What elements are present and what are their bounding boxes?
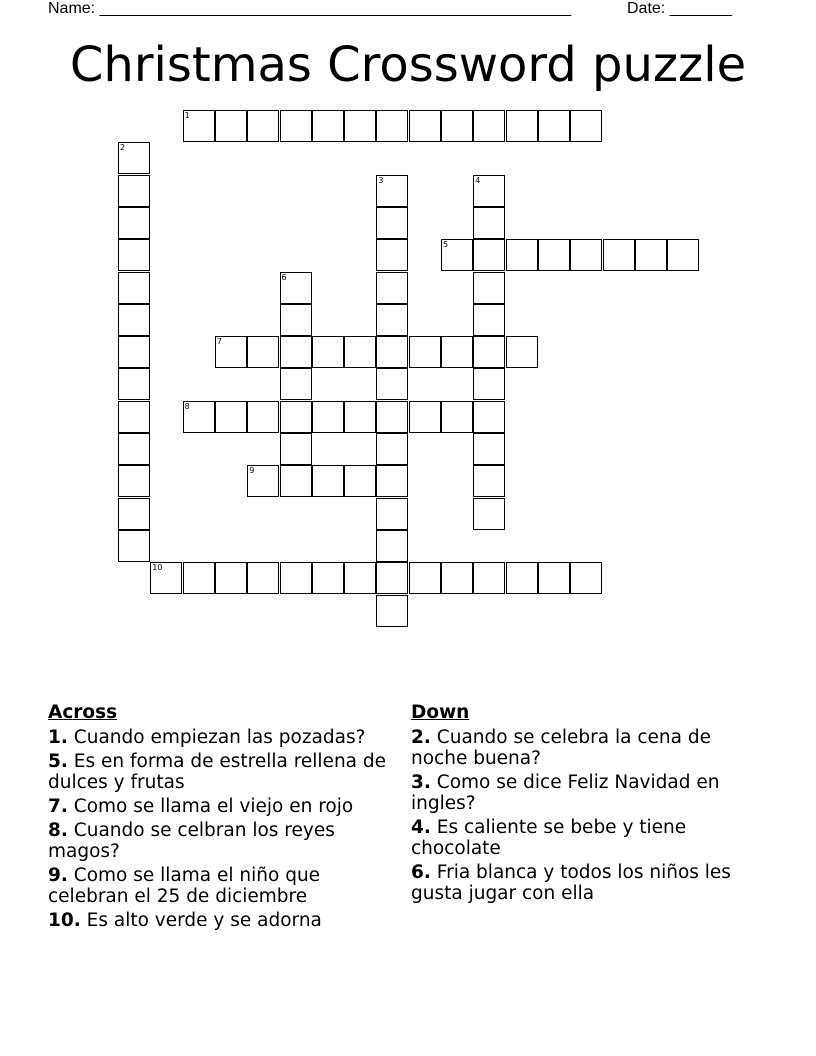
grid-cell[interactable] (215, 336, 247, 368)
clue-number: 6. (411, 862, 431, 883)
across-clues (48, 702, 393, 934)
grid-cell[interactable] (280, 336, 312, 368)
grid-cell[interactable] (376, 401, 408, 433)
grid-cell[interactable] (247, 465, 279, 497)
clue-text: Fria blanca y todos los niños les gusta jugar con ella (411, 862, 731, 904)
grid-cell[interactable] (312, 401, 344, 433)
clue-number: 5. (48, 751, 68, 772)
clue-number: 9. (48, 865, 68, 886)
grid-cell[interactable] (118, 465, 150, 497)
grid-cell[interactable] (118, 304, 150, 336)
cell-number: 4 (475, 175, 481, 185)
cell-number: 5 (443, 240, 449, 250)
grid-cell[interactable] (312, 336, 344, 368)
clue-across-9 (48, 865, 393, 907)
grid-cell[interactable] (118, 239, 150, 271)
grid-cell[interactable] (215, 401, 247, 433)
clue-number: 4. (411, 817, 431, 838)
grid-cell[interactable] (570, 562, 602, 594)
clue-down-3 (411, 772, 756, 814)
grid-cell[interactable] (247, 562, 279, 594)
grid-cell[interactable] (506, 336, 538, 368)
down-heading: Down (411, 702, 470, 723)
grid-cell[interactable] (280, 433, 312, 465)
grid-cell[interactable] (376, 368, 408, 400)
grid-cell[interactable] (473, 239, 505, 271)
grid-cell[interactable] (376, 595, 408, 627)
grid-cell[interactable] (473, 401, 505, 433)
grid-cell[interactable] (280, 562, 312, 594)
grid-cell[interactable] (409, 336, 441, 368)
down-clues (411, 702, 756, 907)
grid-cell[interactable] (376, 304, 408, 336)
clue-text: Es caliente se bebe y tiene chocolate (411, 817, 687, 859)
grid-cell[interactable] (506, 110, 538, 142)
grid-cell[interactable] (280, 401, 312, 433)
grid-cell[interactable] (344, 110, 376, 142)
across-heading: Across (48, 702, 118, 723)
grid-cell[interactable] (150, 562, 182, 594)
grid-cell[interactable] (118, 175, 150, 207)
grid-cell[interactable] (473, 368, 505, 400)
clue-number: 8. (48, 820, 68, 841)
page-title: Christmas Crossword puzzle (69, 37, 747, 93)
grid-cell[interactable] (118, 207, 150, 239)
grid-cell[interactable] (635, 239, 667, 271)
clue-down-2 (411, 727, 756, 769)
grid-cell[interactable] (441, 336, 473, 368)
grid-cell[interactable] (570, 110, 602, 142)
grid-cell[interactable] (376, 272, 408, 304)
clue-across-1 (48, 727, 393, 748)
clue-text: Cuando se celebra la cena de noche buena? (411, 727, 711, 769)
grid-cell[interactable] (441, 562, 473, 594)
clue-text: Es alto verde y se adorna (86, 910, 322, 931)
grid-cell[interactable] (215, 562, 247, 594)
grid-cell[interactable] (603, 239, 635, 271)
grid-cell[interactable] (118, 498, 150, 530)
grid-cell[interactable] (473, 207, 505, 239)
cell-number: 10 (152, 563, 163, 573)
grid-cell[interactable] (183, 401, 215, 433)
grid-cell[interactable] (118, 368, 150, 400)
grid-cell[interactable] (118, 401, 150, 433)
cell-number: 3 (378, 175, 384, 185)
grid-cell[interactable] (538, 110, 570, 142)
clue-text: Como se llama el niño que celebran el 25 de diciembre (48, 865, 321, 907)
cell-number: 6 (281, 272, 287, 282)
clue-number: 3. (411, 772, 431, 793)
grid-cell[interactable] (473, 304, 505, 336)
grid-cell[interactable] (376, 175, 408, 207)
cell-number: 8 (184, 401, 190, 411)
grid-cell[interactable] (409, 110, 441, 142)
grid-cell[interactable] (280, 110, 312, 142)
clue-text: Cuando empiezan las pozadas? (73, 727, 366, 748)
clue-across-7 (48, 796, 393, 817)
grid-cell[interactable] (441, 239, 473, 271)
grid-cell[interactable] (118, 336, 150, 368)
grid-cell[interactable] (473, 110, 505, 142)
grid-cell[interactable] (280, 465, 312, 497)
grid-cell[interactable] (344, 465, 376, 497)
grid-cell[interactable] (183, 110, 215, 142)
grid-cell[interactable] (344, 562, 376, 594)
grid-cell[interactable] (473, 175, 505, 207)
grid-cell[interactable] (118, 433, 150, 465)
grid-cell[interactable] (473, 433, 505, 465)
cell-number: 9 (249, 466, 255, 476)
grid-cell[interactable] (376, 207, 408, 239)
clue-down-4 (411, 817, 756, 859)
grid-cell[interactable] (280, 272, 312, 304)
grid-cell[interactable] (280, 304, 312, 336)
grid-cell[interactable] (312, 562, 344, 594)
grid-cell[interactable] (441, 110, 473, 142)
clue-number: 10. (48, 910, 81, 931)
clue-number: 7. (48, 796, 68, 817)
grid-cell[interactable] (538, 239, 570, 271)
grid-cell[interactable] (376, 336, 408, 368)
cell-number: 7 (216, 337, 222, 347)
grid-cell[interactable] (473, 498, 505, 530)
grid-cell[interactable] (247, 110, 279, 142)
grid-cell[interactable] (473, 272, 505, 304)
grid-cell[interactable] (376, 498, 408, 530)
clue-down-6 (411, 862, 756, 904)
grid-cell[interactable] (376, 110, 408, 142)
grid-cell[interactable] (247, 336, 279, 368)
clue-text: Es en forma de estrella rellena de dulces y frutas (48, 751, 387, 793)
clue-across-8 (48, 820, 393, 862)
clue-text: Como se llama el viejo en rojo (73, 796, 354, 817)
grid-cell[interactable] (376, 530, 408, 562)
grid-cell[interactable] (183, 562, 215, 594)
grid-cell[interactable] (376, 465, 408, 497)
clue-text: Cuando se celbran los reyes magos? (48, 820, 335, 862)
grid-cell[interactable] (118, 272, 150, 304)
grid-cell[interactable] (215, 110, 247, 142)
grid-cell[interactable] (409, 562, 441, 594)
clue-number: 2. (411, 727, 431, 748)
grid-cell[interactable] (344, 401, 376, 433)
grid-cell[interactable] (473, 336, 505, 368)
grid-cell[interactable] (312, 110, 344, 142)
grid-cell[interactable] (473, 465, 505, 497)
grid-cell[interactable] (247, 401, 279, 433)
grid-cell[interactable] (441, 401, 473, 433)
grid-cell[interactable] (118, 530, 150, 562)
grid-cell[interactable] (409, 401, 441, 433)
grid-cell[interactable] (118, 142, 150, 174)
date-line: Date: _______ (627, 0, 732, 17)
grid-cell[interactable] (280, 368, 312, 400)
clue-number: 1. (48, 727, 68, 748)
grid-cell[interactable] (376, 562, 408, 594)
grid-cell[interactable] (538, 562, 570, 594)
clue-across-10 (48, 910, 393, 931)
grid-cell[interactable] (376, 239, 408, 271)
clue-across-5 (48, 751, 393, 793)
cell-number: 1 (184, 111, 190, 120)
grid-cell[interactable] (312, 465, 344, 497)
cell-number: 2 (120, 143, 126, 153)
grid-cell[interactable] (376, 433, 408, 465)
grid-cell[interactable] (506, 239, 538, 271)
name-line: Name: _____________________________________________________ (48, 0, 572, 17)
grid-cell[interactable] (667, 239, 699, 271)
grid-cell[interactable] (344, 336, 376, 368)
grid-cell[interactable] (473, 562, 505, 594)
grid-cell[interactable] (570, 239, 602, 271)
grid-cell[interactable] (506, 562, 538, 594)
clue-text: Como se dice Feliz Navidad en ingles? (411, 772, 720, 814)
